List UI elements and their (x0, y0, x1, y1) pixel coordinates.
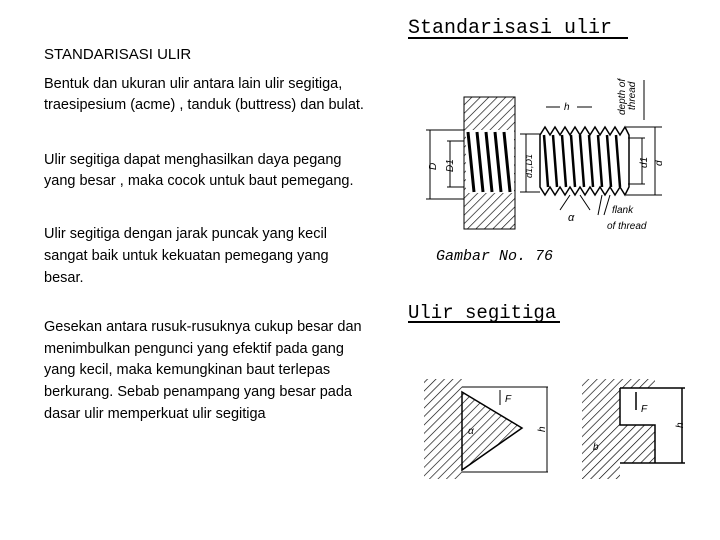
label-h: h (537, 426, 548, 432)
label-D: D (428, 162, 439, 170)
text-line: besar. (44, 270, 84, 286)
label-D1: D1 (445, 159, 456, 172)
text-line: traesipesium (acme) , tanduk (buttress) dan bulat. (44, 97, 364, 113)
figure1-heading: Standarisasi ulir (408, 17, 613, 40)
triangular-thread-figure (408, 302, 686, 479)
label-depth: depth of (617, 78, 628, 115)
slide-title: STANDARISASI ULIR (44, 46, 192, 63)
label-F: F (505, 394, 512, 405)
text-line: Ulir segitiga dengan jarak puncak yang kecil (44, 226, 327, 242)
label-flank: flank (612, 205, 634, 216)
text-line: menimbulkan pengunci yang efektif pada gang (44, 340, 344, 357)
label-b: b (593, 442, 599, 453)
label-F: F (641, 404, 648, 415)
text-line: dasar ulir memperkuat ulir segitiga (44, 405, 266, 422)
figure2-heading: Ulir segitiga (408, 302, 557, 324)
nut-section (424, 379, 462, 479)
figure1-caption: Gambar No. 76 (436, 248, 554, 265)
text-line: Gesekan antara rusuk-rusuknya cukup besar dan (44, 319, 362, 335)
label-d: d (654, 160, 665, 166)
text-line: yang kecil, maka kemungkinan baut terlepas (44, 362, 331, 379)
text-line: Bentuk dan ukuran ulir antara lain ulir segitiga, (44, 76, 343, 92)
label-h: h (564, 102, 570, 113)
label-alpha: α (468, 426, 474, 437)
text-line: berkurang. Sebab penampang yang besar pada (44, 384, 352, 401)
text-line: sangat baik untuk kekuatan pemegang yang (44, 248, 329, 264)
thread-standard-figure (408, 17, 665, 265)
label-flank: of thread (607, 221, 647, 232)
label-alpha: α (568, 212, 575, 224)
text-line: Ulir segitiga dapat menghasilkan daya pegang (44, 152, 342, 168)
label-d1: d1 (639, 156, 650, 168)
square-thread (582, 379, 655, 479)
label-depth: thread (627, 81, 638, 110)
label-h: h (675, 422, 686, 428)
label-d1D1: d1,D1 (524, 153, 534, 178)
text-line: yang besar , maka cocok untuk baut pemegang. (44, 173, 354, 189)
